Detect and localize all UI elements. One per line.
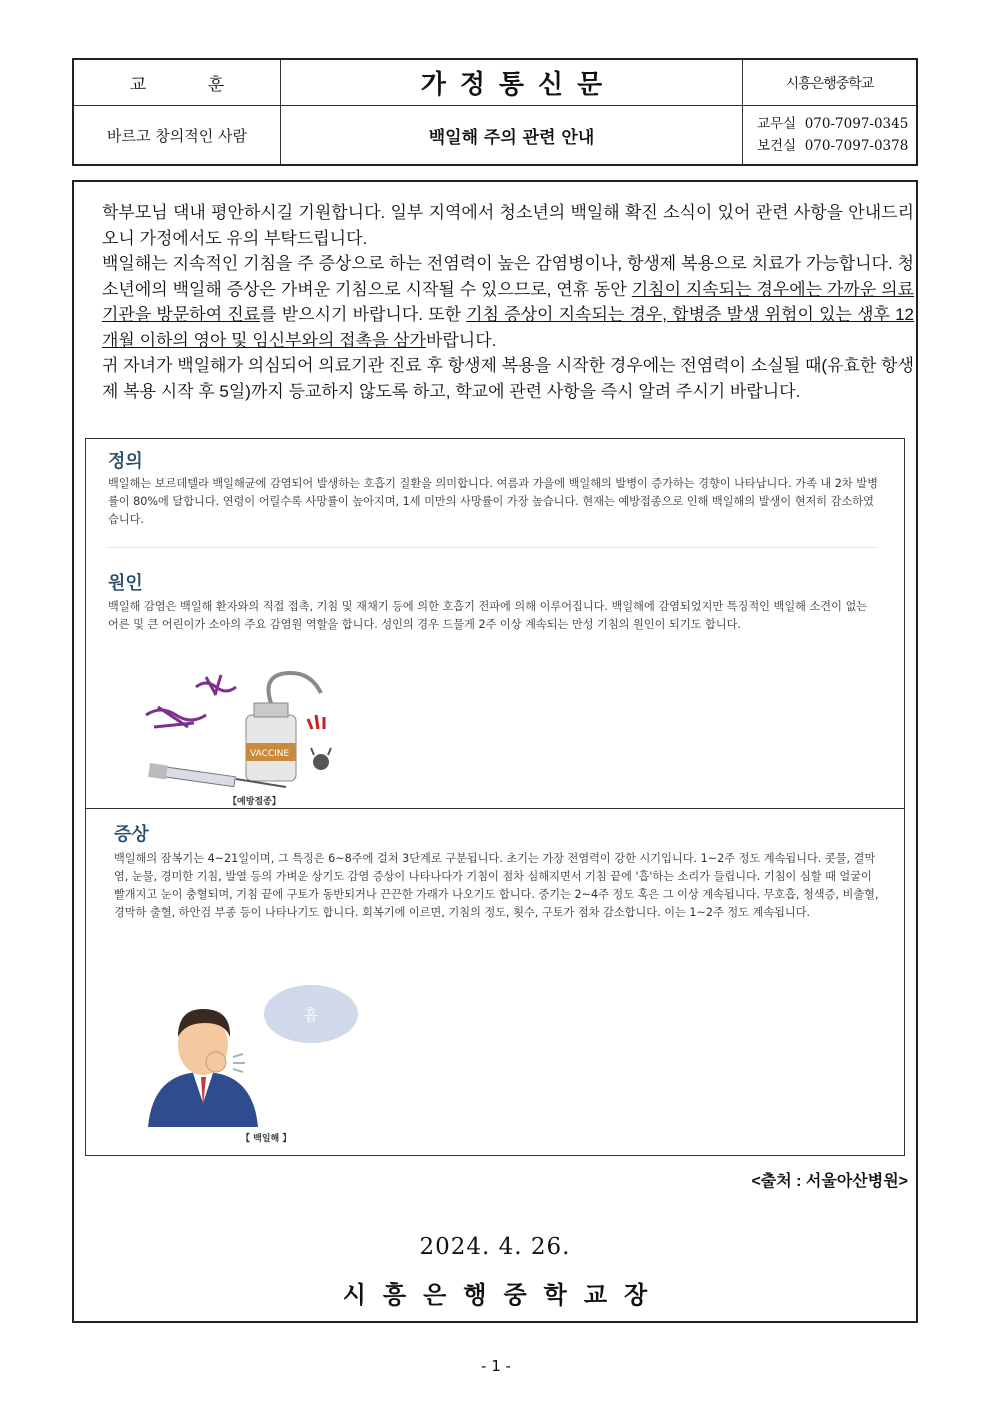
principal-signature: 시흥은행중학교장 [342, 1280, 665, 1309]
intro-text [102, 200, 914, 404]
vaccine-illustration [136, 667, 346, 797]
motto-label: 교 훈 [129, 75, 253, 95]
contact-office: 교무실 070-7097-0345 [757, 116, 909, 132]
symptom-title: 증상 [114, 824, 149, 845]
underlined-notice-1: 기침이 지속되는 경우에는 가까운 의료기관을 방문하여 진료 [102, 279, 914, 324]
school-name: 시흥은행중학교 [785, 75, 874, 92]
definition-title: 정의 [108, 451, 143, 472]
main-content [72, 180, 918, 1323]
cause-text: 백일해 감염은 백일해 환자와의 직접 접촉, 기침 및 재채기 등에 의한 호흡기 전파에 의해 이루어집니다. 백일해에 감염되었지만 특징적인 백일해 소견이 없는 어른 및 큰 어린이가 소아의 주요 감염원 역할을 합니다. 성인의 경우 드물게 2주 이상 계속되는 만성 기침의 원인이 되기도 합니다. [108, 600, 868, 631]
section-divider [86, 808, 904, 809]
school-motto: 바르고 창의적인 사람 [107, 126, 247, 145]
cause-title: 원인 [108, 573, 143, 594]
svg-text:VACCINE: VACCINE [250, 749, 290, 759]
bacteria-icon [146, 675, 236, 727]
issue-date: 2024. 4. 26. [419, 1234, 571, 1260]
vaccine-caption: 【예방접종】 [228, 797, 281, 807]
info-figure-box [85, 438, 905, 1156]
symptom-text: 백일해의 잠복기는 4~21일이며, 그 특징은 6~8주에 걸쳐 3단계로 구분됩니다. 초기는 가장 전염력이 강한 시기입니다. 1~2주 정도 계속됩니다. 콧물, 결막염, 눈물, 경미한 기침, 발열 등의 가벼운 상기도 감염 증상이 나타나다가 기침이 점차 심해지면서 기침 끝에 '흡'하는 소리가 들립니다. 기침이 심할 때 얼굴이 빨개지고 눈이 충혈되며, 기침 끝에 구토가 동반되거나 끈끈한 가래가 나오기도 합니다. 중기는 2~4주 정도 혹은 그 이상 계속됩니다. 무호흡, 청색증, 비출혈, 경막하 출혈, 하안검 부종 등이 나타나기도 합니다. 회복기에 이르면, 기침의 정도, 횟수, 구토가 점차 감소합니다. 이는 1~2주 정도 계속됩니다. [114, 852, 879, 919]
coughing-man-illustration [138, 1007, 268, 1127]
page-number: - 1 - [481, 1357, 511, 1375]
contact-info [743, 106, 916, 164]
subject-title: 백일해 주의 관련 안내 [428, 127, 595, 148]
definition-text: 백일해는 보르데텔라 백일해균에 감염되어 발생하는 호흡기 질환을 의미합니다. 여름과 가을에 백일해의 발병이 증가하는 경향이 나타납니다. 가족 내 2차 발병률이 80%에 달합니다. 연령이 어릴수록 사망률이 높아지며, 1세 미만의 사망률이 가장 높습니다. 현재는 예방접종으로 인해 백일해의 발생이 현저히 감소하였습니다. [108, 477, 878, 526]
document-title: 가정통신문 [420, 70, 617, 100]
source-citation: <출처 : 서울아산병원> [751, 1173, 908, 1190]
divider [108, 547, 876, 548]
intro-paragraph-3: 귀 자녀가 백일해가 의심되어 의료기관 진료 후 항생제 복용을 시작한 경우에는 전염력이 소실될 때(유효한 항생제 복용 시작 후 5일)까지 등교하지 않도록 하고, 학교에 관련 사항을 즉시 알려 주시기 바랍니다. [102, 356, 914, 401]
symptom-caption: 【 백일해 】 [241, 1134, 292, 1144]
intro-paragraph-2: 백일해는 지속적인 기침을 주 증상으로 하는 전염력이 높은 감염병이나, 항생제 복용으로 치료가 가능합니다. 청소년에의 백일해 증상은 가벼운 기침으로 시작될 수 있으므로, 연휴 동안 기침이 지속되는 경우에는 가까운 의료기관을 방문하여 진료를 받으시기 바랍니다. 또한 기침 증상이 지속되는 경우, 합병증 발생 위험이 있는 생후 12개월 이하의 영아 및 임신부와의 접촉을 삼가바랍니다. [102, 254, 914, 350]
underlined-notice-2: 기침 증상이 지속되는 경우, 합병증 발생 위험이 있는 생후 12개월 이하의 영아 및 임신부와의 접촉을 삼가 [102, 305, 914, 350]
header-table [72, 58, 918, 166]
germ-devil-icon [308, 715, 331, 770]
cough-speech-bubble: 흡 [264, 985, 358, 1043]
contact-health-room: 보건실 070-7097-0378 [757, 138, 909, 154]
intro-paragraph-1: 학부모님 댁내 평안하시길 기원합니다. 일부 지역에서 청소년의 백일해 확진 소식이 있어 관련 사항을 안내드리오니 가정에서도 유의 부탁드립니다. [102, 203, 914, 248]
